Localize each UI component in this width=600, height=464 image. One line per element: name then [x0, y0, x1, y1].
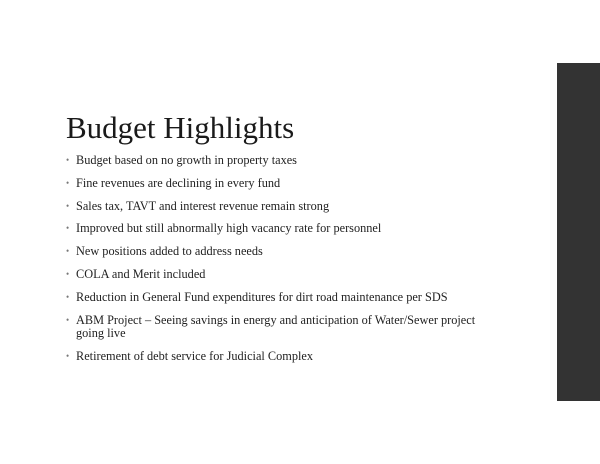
- bullet-icon: •: [66, 200, 70, 211]
- bullet-text: Fine revenues are declining in every fund: [76, 175, 281, 190]
- bullet-item: [66, 154, 486, 168]
- bullet-icon: •: [66, 314, 70, 325]
- bullet-item: [66, 200, 486, 214]
- bullet-icon: •: [66, 177, 70, 188]
- bullet-text: Reduction in General Fund expenditures for dirt road maintenance per SDS: [76, 289, 448, 304]
- bullet-item: [66, 268, 486, 282]
- bullet-text: Budget based on no growth in property taxes: [76, 153, 297, 167]
- bullet-text: Sales tax, TAVT and interest revenue remain strong: [76, 198, 330, 213]
- bullet-item: [66, 245, 486, 259]
- bullet-item: [66, 314, 486, 341]
- bullet-icon: •: [66, 268, 70, 279]
- bullet-text: Retirement of debt service for Judicial Complex: [76, 348, 313, 363]
- side-accent-bar: [557, 63, 600, 401]
- slide-title: Budget Highlights: [66, 110, 295, 145]
- bullet-text: COLA and Merit included: [76, 266, 206, 281]
- bullet-icon: •: [66, 155, 70, 165]
- bullet-item: [66, 222, 486, 236]
- bullet-text: New positions added to address needs: [76, 244, 263, 259]
- bullet-text: ABM Project – Seeing savings in energy and anticipation of Water/Sewer project going live: [76, 312, 476, 341]
- bullet-list: [66, 154, 486, 373]
- bullet-text: Improved but still abnormally high vacancy rate for personnel: [76, 221, 382, 236]
- bullet-item: [66, 177, 486, 191]
- bullet-icon: •: [66, 350, 70, 361]
- bullet-icon: •: [66, 246, 70, 257]
- bullet-icon: •: [66, 291, 70, 302]
- bullet-item: [66, 350, 486, 364]
- bullet-item: [66, 291, 486, 305]
- bullet-icon: •: [66, 223, 70, 234]
